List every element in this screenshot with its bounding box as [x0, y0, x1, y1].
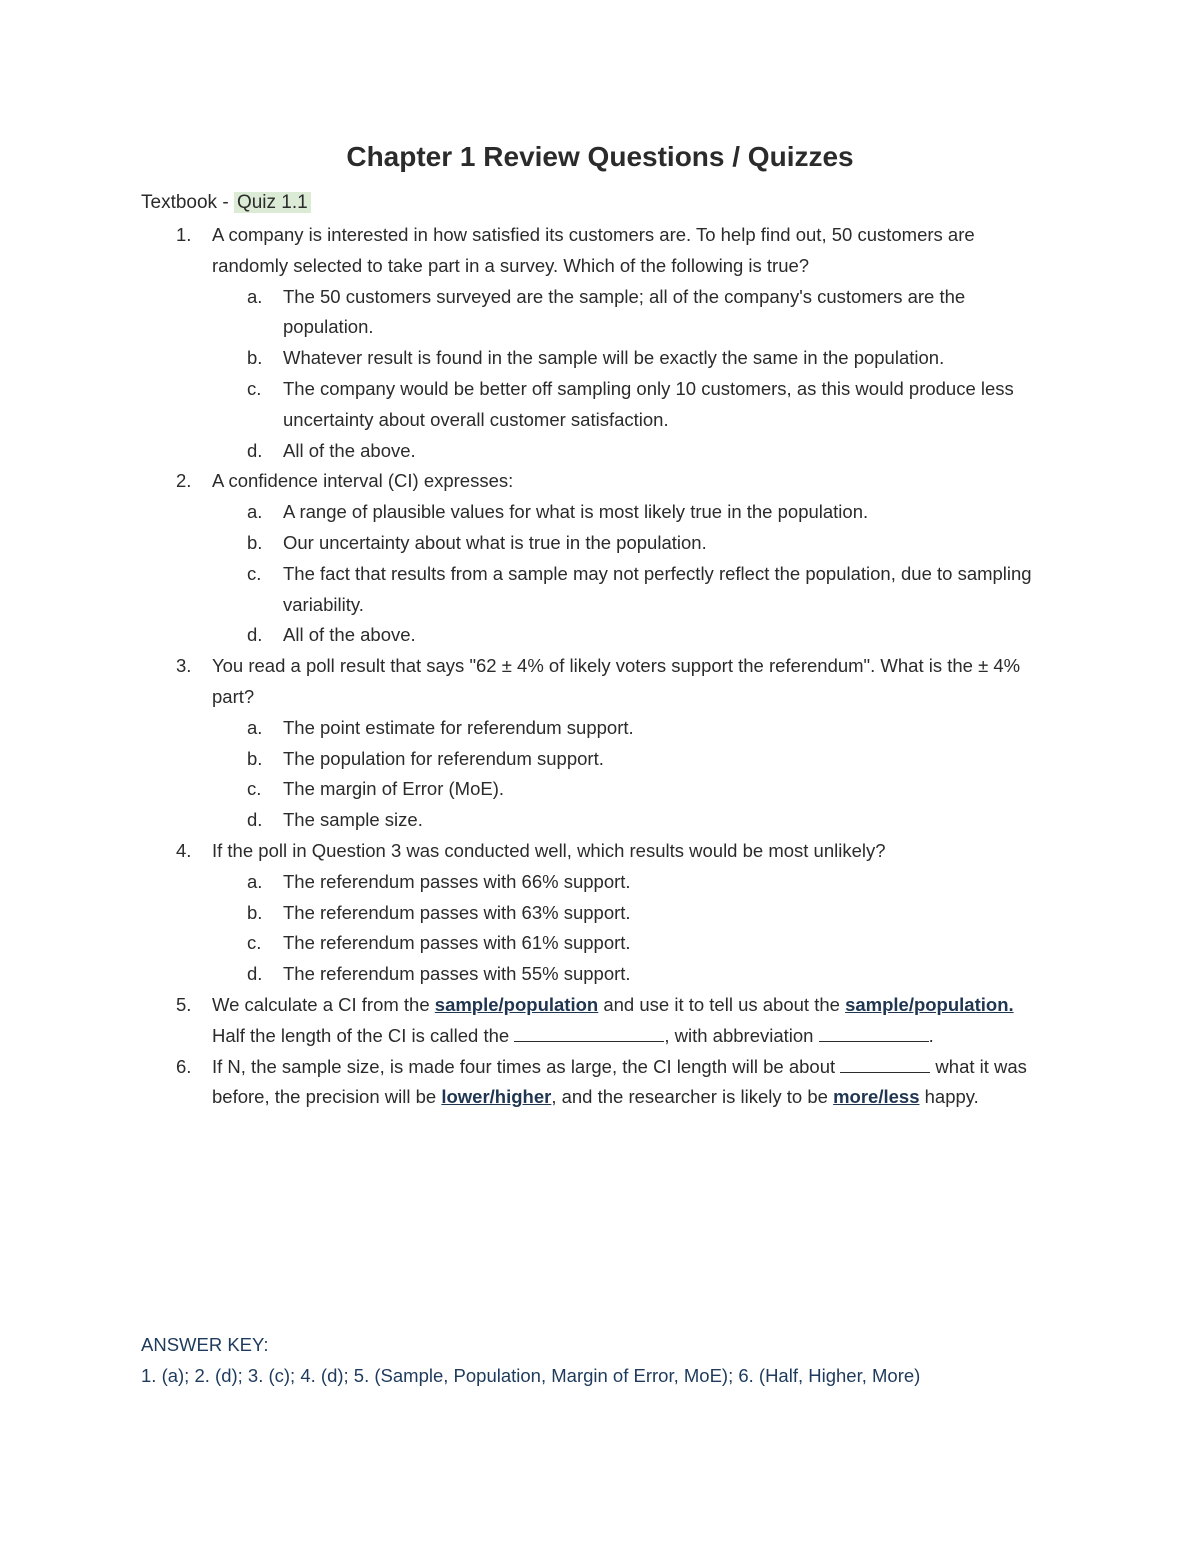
question-text	[212, 990, 1050, 1052]
question-text: If the poll in Question 3 was conducted well, which results would be most unlikely?	[212, 839, 886, 861]
option-item	[212, 528, 1050, 559]
option-item	[212, 713, 1050, 744]
option-text: The referendum passes with 66% support.	[283, 870, 631, 892]
option-text: The sample size.	[283, 809, 423, 831]
option-item	[212, 282, 1050, 344]
option-letter: d.	[247, 809, 263, 831]
option-item	[212, 867, 1050, 898]
option-letter: b.	[247, 747, 263, 769]
option-item	[212, 744, 1050, 775]
choice-sample-population-1: sample/population	[434, 993, 599, 1015]
option-text: The margin of Error (MoE).	[283, 778, 505, 800]
option-letter: c.	[247, 932, 262, 954]
option-item	[212, 898, 1050, 929]
text-run: Half the length of the CI is called the	[212, 1024, 515, 1046]
option-letter: a.	[247, 716, 263, 738]
option-text: All of the above.	[283, 624, 416, 646]
option-text: The referendum passes with 61% support.	[283, 932, 631, 954]
text-run: and use it to tell us about the	[598, 993, 846, 1015]
option-text: Our uncertainty about what is true in the population.	[283, 531, 707, 553]
answer-key-label: ANSWER KEY:	[141, 1334, 269, 1355]
page-title: Chapter 1 Review Questions / Quizzes	[346, 141, 854, 172]
option-letter: b.	[247, 531, 263, 553]
quiz-highlight: Quiz 1.1	[234, 192, 311, 213]
question-number: 2.	[176, 470, 192, 492]
option-letter: c.	[247, 778, 262, 800]
text-run: happy.	[919, 1086, 979, 1108]
option-list	[212, 867, 1050, 990]
question-number: 1.	[176, 224, 192, 245]
option-text: A range of plausible values for what is most likely true in the population.	[283, 501, 869, 523]
question-5	[0, 990, 1200, 1052]
answer-key	[141, 1329, 920, 1391]
option-item	[212, 805, 1050, 836]
question-number: 4.	[176, 839, 192, 861]
text-run: .	[928, 1024, 934, 1046]
option-letter: b.	[247, 347, 263, 369]
option-letter: b.	[247, 901, 263, 923]
option-letter: a.	[247, 501, 263, 523]
option-item	[212, 928, 1050, 959]
option-item	[212, 620, 1050, 651]
option-item	[212, 497, 1050, 528]
option-text: The population for referendum support.	[283, 747, 604, 769]
option-letter: d.	[247, 439, 263, 461]
answer-key-text: 1. (a); 2. (d); 3. (c); 4. (d); 5. (Sample, Population, Margin of Error, MoE); 6. (Half, Higher, More)	[141, 1365, 921, 1386]
option-letter: c.	[247, 562, 262, 584]
option-item	[212, 436, 1050, 467]
subhead-prefix: Textbook -	[141, 192, 234, 213]
option-text: The fact that results from a sample may not perfectly reflect the population, due to sampling variability.	[283, 562, 1032, 615]
text-run: We calculate a CI from the	[212, 993, 435, 1015]
question-1	[0, 220, 1200, 466]
question-text: A company is interested in how satisfied its customers are. To help find out, 50 customers are randomly selected to take part in a survey. Which of the following is true?	[212, 224, 975, 276]
option-item	[212, 774, 1050, 805]
question-6	[0, 1052, 1200, 1114]
text-run: If N, the sample size, is made four times as large, the CI length will be about	[212, 1055, 841, 1077]
question-text	[212, 1052, 1050, 1114]
quiz-subheading	[141, 188, 311, 218]
option-item	[212, 959, 1050, 990]
option-item	[212, 374, 1050, 436]
question-number: 6.	[176, 1055, 192, 1077]
question-2	[0, 466, 1200, 651]
choice-more-less: more/less	[833, 1086, 920, 1108]
option-text: All of the above.	[283, 439, 416, 461]
question-4	[0, 836, 1200, 990]
option-letter: c.	[247, 377, 262, 399]
option-list	[212, 282, 1050, 467]
text-run: , with abbreviation	[664, 1024, 819, 1046]
question-3	[0, 651, 1200, 836]
question-text: You read a poll result that says "62 ± 4% of likely voters support the referendum". What is the ± 4% part?	[212, 655, 1021, 707]
question-text: A confidence interval (CI) expresses:	[212, 470, 514, 492]
question-number: 3.	[176, 655, 192, 677]
option-item	[212, 343, 1050, 374]
text-run: , and the researcher is likely to be	[551, 1086, 834, 1108]
option-text: The company would be better off sampling only 10 customers, as this would produce less uncertainty about overall customer satisfaction.	[283, 377, 1014, 430]
blank-line	[514, 1021, 664, 1042]
blank-line	[840, 1052, 930, 1073]
option-text: The 50 customers surveyed are the sample; all of the company's customers are the population.	[283, 285, 966, 338]
option-item	[212, 559, 1050, 621]
option-list	[212, 497, 1050, 651]
option-list	[212, 713, 1050, 836]
option-letter: d.	[247, 624, 263, 646]
option-letter: a.	[247, 285, 263, 307]
option-letter: d.	[247, 963, 263, 985]
option-text: Whatever result is found in the sample will be exactly the same in the population.	[283, 347, 945, 369]
option-text: The point estimate for referendum support.	[283, 716, 634, 738]
blank-line	[819, 1021, 929, 1042]
choice-sample-population-2: sample/population.	[845, 993, 1014, 1015]
question-number: 5.	[176, 993, 192, 1015]
question-list	[0, 220, 1200, 1113]
option-letter: a.	[247, 870, 263, 892]
text-run: what it was before, the precision will be	[212, 1055, 1027, 1108]
choice-lower-higher: lower/higher	[441, 1086, 552, 1108]
option-text: The referendum passes with 63% support.	[283, 901, 631, 923]
option-text: The referendum passes with 55% support.	[283, 963, 631, 985]
